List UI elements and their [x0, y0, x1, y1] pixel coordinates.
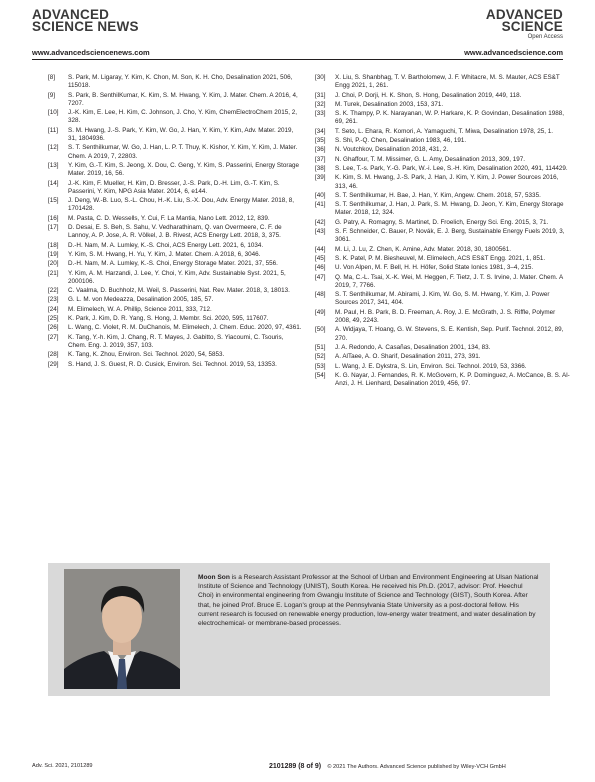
reference-number: [50]: [315, 326, 326, 334]
reference-number: [54]: [315, 371, 326, 379]
reference-text: G. L. M. von Medeazza, Desalination 2005, 185, 57.: [68, 296, 214, 304]
reference-number: [14]: [48, 179, 59, 187]
reference-number: [23]: [48, 296, 59, 304]
reference-number: [10]: [48, 109, 59, 117]
reference-item: [48, 315, 303, 323]
footer-page-info: [269, 763, 506, 770]
reference-item: [315, 326, 570, 343]
reference-text: M. Paul, H. B. Park, B. D. Freeman, A. Roy, J. E. McGrath, J. S. Riffle, Polymer 2008, 49, 2243.: [335, 308, 556, 325]
reference-text: Y. Kim, S. M. Hwang, H. Yu, Y. Kim, J. Mater. Chem. A 2018, 6, 3046.: [68, 250, 261, 258]
reference-text: M. Turek, Desalination 2003, 153, 371.: [335, 100, 444, 108]
reference-text: Y. Kim, A. M. Harzandi, J. Lee, Y. Choi, Y. Kim, Adv. Sustainable Syst. 2021, 5, 2000106.: [68, 269, 286, 285]
reference-number: [52]: [315, 353, 326, 361]
reference-number: [46]: [315, 264, 326, 272]
reference-text: S. Shi, P.-Q. Chen, Desalination 1983, 46, 191.: [335, 137, 467, 145]
reference-number: [38]: [315, 164, 326, 172]
reference-item: [48, 224, 303, 241]
reference-number: [11]: [48, 126, 59, 134]
reference-item: [315, 128, 570, 136]
reference-text: S. T. Senthilkumar, J. Han, J. Park, S. M. Hwang, D. Jeon, Y. Kim, Energy Storage Mater. 2018, 12, 324.: [335, 201, 564, 217]
reference-text: K. Tang, K. Zhou, Environ. Sci. Technol. 2020, 54, 5853.: [68, 351, 225, 359]
reference-item: [48, 324, 303, 332]
reference-number: [9]: [48, 91, 56, 99]
reference-number: [27]: [48, 333, 59, 341]
reference-number: [44]: [315, 245, 326, 253]
reference-item: [315, 156, 570, 164]
reference-text: S. T. Senthilkumar, M. Abirami, J. Kim, W. Go, S. M. Hwang, Y. Kim, J. Power Sources 2017, 341, 404.: [335, 291, 550, 307]
references-right-column: [315, 74, 570, 389]
reference-number: [8]: [48, 74, 56, 81]
author-name: Moon Son: [198, 574, 230, 581]
reference-item: [315, 92, 570, 100]
header-divider: [32, 59, 563, 60]
reference-number: [45]: [315, 254, 326, 262]
reference-number: [12]: [48, 144, 59, 152]
reference-item: [315, 246, 570, 254]
reference-number: [41]: [315, 201, 326, 209]
reference-number: [32]: [315, 100, 326, 108]
reference-item: [48, 215, 303, 223]
author-bio-box: [48, 563, 550, 696]
reference-number: [30]: [315, 74, 326, 81]
reference-text: T. Seto, L. Ehara, R. Komori, A. Yamaguchi, T. Miwa, Desalination 1978, 25, 1.: [335, 127, 554, 135]
reference-item: [48, 251, 303, 259]
reference-text: N. Ghaffour, T. M. Missimer, G. L. Amy, Desalination 2013, 309, 197.: [335, 155, 526, 163]
reference-text: K. Park, J. Kim, D. R. Yang, S. Hong, J. Membr. Sci. 2020, 595, 117607.: [68, 315, 269, 323]
reference-text: D.-H. Nam, M. A. Lumley, K.-S. Choi, ACS Energy Lett. 2021, 6, 1034.: [68, 241, 264, 249]
advanced-science-logo: [423, 9, 563, 40]
reference-text: S. K. Patel, P. M. Biesheuvel, M. Elimelech, ACS ES&T Engg. 2021, 1, 851.: [335, 254, 546, 262]
reference-text: C. Vaalma, D. Buchholz, M. Weil, S. Passerini, Nat. Rev. Mater. 2018, 3, 18013.: [68, 287, 290, 295]
reference-number: [33]: [315, 110, 326, 118]
reference-item: [315, 274, 570, 291]
reference-text: L. Wang, J. E. Dykstra, S. Lin, Environ. Sci. Technol. 2019, 53, 3366.: [335, 362, 527, 370]
reference-text: J.-K. Kim, F. Mueller, H. Kim, D. Bresser, J.-S. Park, D.-H. Lim, G.-T. Kim, S. Passerini, Y. Kim, NPG Asia Mater. 2014, 6, e144.: [68, 179, 280, 195]
reference-number: [20]: [48, 260, 59, 268]
reference-item: [48, 334, 303, 351]
reference-text: Q. Ma, C.-L. Tsai, X.-K. Wei, M. Heggen, F. Tietz, J. T. S. Irvine, J. Mater. Chem. A 2019, 7, 7766.: [335, 273, 563, 289]
reference-text: K. Tang, Y.-h. Kim, J. Chang, R. T. Mayes, J. Gabitto, S. Yiacoumi, C. Tsouris, Chem. Eng. J. 2019, 357, 103.: [68, 333, 284, 349]
reference-number: [48]: [315, 291, 326, 299]
reference-text: L. Wang, C. Violet, R. M. DuChanois, M. Elimelech, J. Chem. Educ. 2020, 97, 4361.: [68, 324, 302, 332]
reference-number: [42]: [315, 218, 326, 226]
reference-number: [43]: [315, 228, 326, 236]
reference-number: [35]: [315, 137, 326, 145]
reference-number: [18]: [48, 241, 59, 249]
journal-url-right[interactable]: www.advancedscience.com: [464, 48, 563, 57]
reference-item: [48, 180, 303, 197]
reference-text: D. Desai, E. S. Beh, S. Sahu, V. Vedharathinam, Q. van Overmeere, C. F. de Lannoy, A. P. Jose, A. R. Völkel, J. B. Rivest, ACS Energy Lett. 2018, 3, 375.: [68, 224, 282, 240]
reference-number: [24]: [48, 305, 59, 313]
reference-text: U. Von Alpen, M. F. Bell, H. H. Höfer, Solid State Ionics 1981, 3–4, 215.: [335, 264, 534, 272]
reference-item: [48, 270, 303, 287]
reference-text: Y. Kim, G.-T. Kim, S. Jeong, X. Dou, C. Geng, Y. Kim, S. Passerini, Energy Storage Mater. 2019, 16, 56.: [68, 161, 299, 178]
reference-text: G. Patry, A. Romagny, S. Martinet, D. Froelich, Energy Sci. Eng. 2015, 3, 71.: [335, 218, 549, 226]
reference-number: [19]: [48, 250, 59, 258]
reference-item: [48, 92, 303, 109]
reference-text: A. AlTaee, A. O. Sharif, Desalination 2011, 273, 391.: [335, 353, 481, 361]
reference-text: A. Widjaya, T. Hoang, G. W. Stevens, S. E. Kentish, Sep. Purif. Technol. 2012, 89, 270.: [335, 326, 564, 342]
reference-number: [47]: [315, 273, 326, 281]
reference-item: [315, 363, 570, 371]
reference-item: [48, 351, 303, 359]
reference-item: [48, 260, 303, 268]
reference-number: [29]: [48, 360, 59, 368]
reference-item: [315, 264, 570, 272]
reference-item: [315, 192, 570, 200]
reference-text: D.-H. Nam, M. A. Lumley, K.-S. Choi, Energy Storage Mater. 2021, 37, 556.: [68, 260, 278, 268]
references-left-column: [48, 74, 303, 370]
reference-number: [31]: [315, 91, 326, 99]
logo-line-2: SCIENCE NEWS: [32, 19, 139, 34]
footer-citation: Adv. Sci. 2021, 2101289: [32, 763, 93, 769]
advanced-science-news-logo: [32, 9, 202, 33]
reference-item: [48, 287, 303, 295]
reference-item: [48, 144, 303, 161]
reference-item: [48, 197, 303, 214]
reference-item: [315, 255, 570, 263]
reference-text: S. Park, B. SenthilKumar, K. Kim, S. M. Hwang, Y. Kim, J. Mater. Chem. A 2016, 4, 7207.: [68, 91, 298, 107]
reference-text: K. Kim, S. M. Hwang, J.-S. Park, J. Han, J. Kim, Y. Kim, J. Power Sources 2016, 313, 46.: [335, 174, 559, 190]
footer-copyright: © 2021 The Authors. Advanced Science published by Wiley-VCH GmbH: [327, 764, 506, 770]
reference-text: S. T. Senthilkumar, W. Go, J. Han, L. P. T. Thuy, K. Kishor, Y. Kim, Y. Kim, J. Mater. Chem. A 2019, 7, 22803.: [68, 144, 298, 160]
reference-number: [26]: [48, 324, 59, 332]
reference-text: S. M. Hwang, J.-S. Park, Y. Kim, W. Go, J. Han, Y. Kim, Y. Kim, Adv. Mater. 2019, 31, 1804936.: [68, 126, 294, 143]
reference-item: [48, 74, 303, 91]
reference-number: [51]: [315, 343, 326, 351]
reference-item: [48, 361, 303, 369]
reference-number: [22]: [48, 287, 59, 295]
reference-number: [34]: [315, 127, 326, 135]
reference-text: K. G. Nayar, J. Fernandes, R. K. McGovern, K. P. Dominguez, A. McCance, B. S. Al-Anzi, J. H. Lienhard, Desalination 2019, 456, 97.: [335, 371, 570, 388]
reference-item: [48, 242, 303, 250]
reference-item: [315, 309, 570, 326]
reference-number: [53]: [315, 362, 326, 370]
reference-number: [21]: [48, 269, 59, 277]
reference-item: [315, 201, 570, 218]
reference-item: [315, 228, 570, 245]
reference-number: [25]: [48, 315, 59, 323]
reference-number: [17]: [48, 224, 59, 232]
author-photo: [64, 569, 180, 689]
journal-url-left[interactable]: www.advancedsciencenews.com: [32, 48, 150, 57]
logo-tagline: Open Access: [527, 34, 563, 40]
reference-text: J. Choi, P. Dorji, H. K. Shon, S. Hong, Desalination 2019, 449, 118.: [335, 91, 522, 99]
reference-item: [315, 74, 570, 91]
reference-item: [315, 219, 570, 227]
reference-item: [315, 137, 570, 145]
reference-number: [37]: [315, 155, 326, 163]
logo-line-1: ADVANCED: [32, 7, 110, 22]
reference-text: S. Hand, J. S. Guest, R. D. Cusick, Environ. Sci. Technol. 2019, 53, 13353.: [68, 360, 277, 368]
reference-text: N. Voutchkov, Desalination 2018, 431, 2.: [335, 146, 449, 154]
reference-item: [315, 353, 570, 361]
reference-item: [48, 306, 303, 314]
reference-number: [40]: [315, 191, 326, 199]
reference-number: [49]: [315, 308, 326, 316]
reference-item: [315, 344, 570, 352]
reference-text: S. T. Senthilkumar, H. Bae, J. Han, Y. Kim, Angew. Chem. 2018, 57, 5335.: [335, 191, 541, 199]
reference-number: [15]: [48, 197, 59, 205]
logo-line-1: ADVANCED: [485, 7, 563, 22]
reference-item: [315, 372, 570, 389]
reference-text: M. Elimelech, W. A. Phillip, Science 2011, 333, 712.: [68, 305, 212, 313]
reference-text: S. F. Schneider, C. Bauer, P. Novák, E. J. Berg, Sustainable Energy Fuels 2019, 3, 3061.: [335, 228, 565, 244]
logo-line-2: SCIENCE: [501, 19, 563, 34]
reference-text: X. Liu, S. Shanbhag, T. V. Bartholomew, J. F. Whitacre, M. S. Mauter, ACS ES&T Engg 2021, 1, 261.: [335, 74, 560, 90]
reference-text: J. Deng, W.-B. Luo, S.-L. Chou, H.-K. Liu, S.-X. Dou, Adv. Energy Mater. 2018, 8, 1701428.: [68, 197, 294, 213]
reference-item: [315, 174, 570, 191]
reference-number: [28]: [48, 351, 59, 359]
reference-text: S. Park, M. Ligaray, Y. Kim, K. Chon, M. Son, K. H. Cho, Desalination 2021, 506, 115018.: [68, 74, 293, 90]
footer-page-number: 2101289 (8 of 9): [269, 763, 322, 770]
reference-item: [48, 162, 303, 179]
reference-text: S. K. Thampy, P. K. Narayanan, W. P. Harkare, K. P. Govindan, Desalination 1988, 69, 261.: [335, 110, 565, 126]
reference-number: [36]: [315, 146, 326, 154]
reference-item: [48, 127, 303, 144]
reference-item: [48, 109, 303, 126]
reference-item: [48, 296, 303, 304]
reference-item: [315, 101, 570, 109]
reference-item: [315, 146, 570, 154]
reference-text: M. Li, J. Lu, Z. Chen, K. Amine, Adv. Mater. 2018, 30, 1800561.: [335, 245, 511, 253]
reference-text: S. Lee, T.-s. Park, Y.-G. Park, W.-i. Lee, S.-H. Kim, Desalination 2020, 491, 114429.: [335, 164, 568, 172]
reference-item: [315, 291, 570, 308]
reference-item: [315, 110, 570, 127]
reference-text: J. A. Redondo, A. Casañas, Desalination 2001, 134, 83.: [335, 343, 491, 351]
reference-number: [16]: [48, 214, 59, 222]
reference-item: [315, 165, 570, 173]
reference-number: [13]: [48, 161, 59, 169]
reference-text: M. Pasta, C. D. Wessells, Y. Cui, F. La Mantia, Nano Lett. 2012, 12, 839.: [68, 214, 270, 222]
author-bio-body: is a Research Assistant Professor at the School of Urban and Environment Engineering at Ulsan National Institute of Science and Technology (UNIST), South Korea. He received his Ph.D. (2017, advisor: Prof. Heechul Choi) in environmental engineering from Gwangju Institute of Science and Technology (GIST), South Korea. After that, he joined Prof. Bruce E. Logan's group at the Pennsylvania State University as a post-doctoral fellow. His current research is focused on renewable energy production, low-energy water treatment, and water desalination by electrochemical- or membrane-based processes.: [198, 574, 539, 628]
author-bio-text: [198, 573, 540, 628]
reference-text: J.-K. Kim, E. Lee, H. Kim, C. Johnson, J. Cho, Y. Kim, ChemElectroChem 2015, 2, 328.: [68, 109, 297, 125]
reference-number: [39]: [315, 174, 326, 182]
